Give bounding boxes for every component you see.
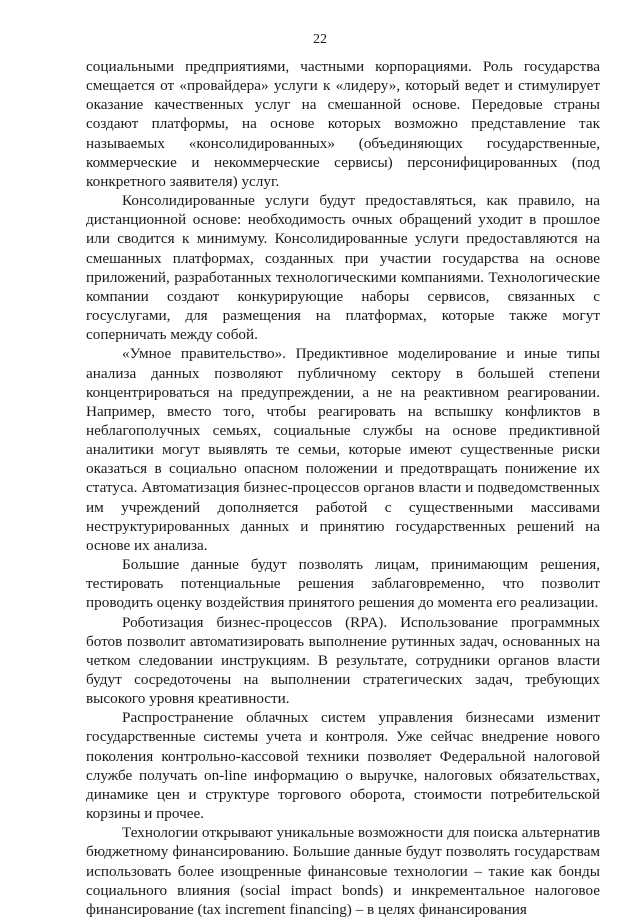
paragraph-continuation: социальными предприятиями, частными корпорациями. Роль государства смещается от «провайдера» услуги к «лидеру», который ведет и стимулирует оказание качественных услуг на смешанной основе. Передовые страны создают платформы, на основе которых возможно представление так называемых «консолидированных» (объединяющих государственные, коммерческие и некоммерческие сервисы) персонифицированных (под конкретного заявителя) услуг. <box>86 58 600 190</box>
paragraph-cloud-systems: Распространение облачных систем управления бизнесами изменит государственные системы учета и контроля. Уже сейчас внедрение нового поколения контрольно-кассовой техники позволяет Федеральной налоговой службе получать on-line информацию о выручке, налоговых обязательствах, динамике цен и структуре торгового оборота, стоимости потребительской корзины и прочее. <box>86 709 600 823</box>
paragraph-financing: Технологии открывают уникальные возможности для поиска альтернатив бюджетному финансированию. Большие данные будут позволять государствам использовать более изощренные финансовые технологии – такие как бонды социального влияния (social impact bonds) и инкрементальное налоговое финансирование (tax increment financing) – в целях финансирования <box>86 824 600 918</box>
body-text <box>86 57 600 919</box>
page-number: 22 <box>313 32 327 47</box>
paragraph-big-data: Большие данные будут позволять лицам, принимающим решения, тестировать потенциальные решения заблаговременно, что позволит проводить оценку воздействия принятого решения до момента его реализации. <box>86 556 600 612</box>
paragraph-rpa: Роботизация бизнес-процессов (RPA). Использование программных ботов позволит автоматизировать выполнение рутинных задач, основанных на четком следовании инструкциям. В результате, сотрудники органов власти будут сосредоточены на выполнении стратегических задач, требующих высокого уровня креативности. <box>86 613 600 708</box>
paragraph-smart-government: «Умное правительство». Предиктивное моделирование и иные типы анализа данных позволяют публичному сектору в большей степени концентрироваться на предупреждении, а не на реактивном реагировании. Например, вместо того, чтобы реагировать на вспышку конфликтов в неблагополучных семьях, социальные службы на основе предиктивной аналитики могут выявлять те семьи, которые имеют существенные риски оказаться в социально опасном положении и предотвращать понижение их статуса. Автоматизация бизнес-процессов органов власти и подведомственных им учреждений дополняется работой с существенными массивами неструктурированных данных и принятию государственных решений на основе их анализа. <box>86 345 600 554</box>
paragraph-consolidated-services: Консолидированные услуги будут предоставляться, как правило, на дистанционной основе: необходимость очных обращений уходит в прошлое или сводится к минимуму. Консолидированные услуги предоставляются на смешанных платформах, созданных при участии государства на основе приложений, разработанных технологическими компаниями. Технологические компании создают конкурирующие наборы сервисов, связанных с госуслугами, для размещения на платформах, которые также могут соперничать между собой. <box>86 192 600 344</box>
